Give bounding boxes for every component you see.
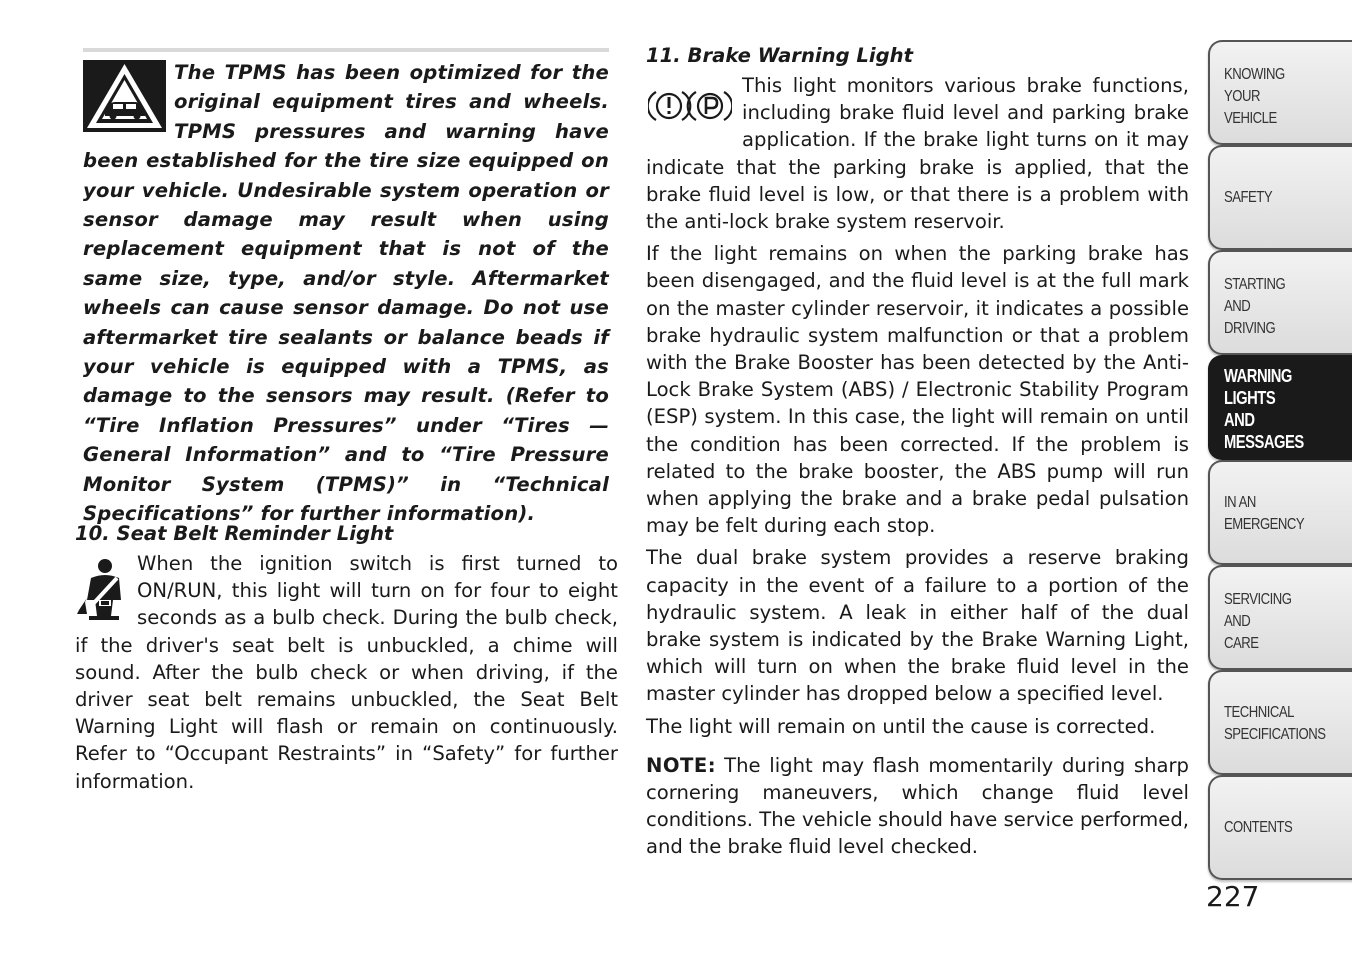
tpms-warning-text: The TPMS has been optimized for the original equipment tires and wheels. TPMS pressures and warning have been established for the tire size equipped on your vehicle. Undesirable system operation or sensor damage may result when using replacement equipment that is not of the same size, type, and/or style. Aftermarket wheels can cause sensor damage. Do not use aftermarket tire sealants or balance beads if your vehicle is equipped with a TPMS, as damage to the sensors may result. (Refer to “Tire Inflation Pressures” under “Tires — General Information” and to “Tire Pressure Monitor System (TPMS)” in “Technical Specifications” for further information). [83,61,609,526]
tab-label-line: YOUR [1224,88,1260,105]
tab-label-line: AND [1224,613,1251,630]
tab-label-line: IN AN [1224,494,1256,511]
tab-starting-and-driving[interactable] [1208,250,1352,355]
tab-label-line: MESSAGES [1224,432,1304,452]
tab-label-line: EMERGENCY [1224,516,1305,533]
tab-technical-specifications[interactable] [1208,670,1352,775]
tab-in-an-emergency[interactable] [1208,460,1352,565]
tab-label-line: KNOWING [1224,66,1285,83]
tab-label-line: VEHICLE [1224,110,1277,127]
tab-warning-lights-and-messages[interactable] [1208,355,1352,460]
section-10-title: 10. Seat Belt Reminder Light [75,522,394,545]
tab-label-line: CONTENTS [1224,819,1293,836]
section-10-paragraph: When the ignition switch is first turned to ON/RUN, this light will turn on for four to eight seconds as a bulb check. During the bulb check, if the driver's seat belt is unbuckled, a chime will sound. After the bulb check or when driving, if the driver seat belt remains unbuckled, the Seat Belt Warning Light will flash or remain on continuously. Refer to “Occupant Restraints” in “Safety” for further information. [75,552,618,793]
tab-knowing-your-vehicle[interactable] [1208,40,1352,145]
chapter-tabs [1208,40,1352,880]
tab-label-line: TECHNICAL [1224,704,1294,721]
section-brake-warning [646,42,1189,866]
warning-triangle-car-icon [83,60,166,132]
tab-label-line: AND [1224,410,1255,430]
section-11-title: 11. Brake Warning Light [646,44,913,67]
tab-label-line: AND [1224,298,1251,315]
tab-label-line: SPECIFICATIONS [1224,726,1326,743]
brake-warning-icon [648,86,732,126]
section-11-paragraph-2: If the light remains on when the parking brake has been disengaged, and the fluid level is at the full mark on the master cylinder reservoir, it indicates a possible brake hydraulic system malfunction or that a problem with the Brake Booster has been detected by the Anti-Lock Brake System (ABS) / Electronic Stability Program (ESP) system. In this case, the light will remain on until the condition has been corrected. If the problem is related to the brake booster, the ABS pump will run when applying the brake and a brake pedal pulsation may be felt during each stop. [646,242,1189,538]
note-text: The light may flash momentarily during sharp cornering maneuvers, which change fluid level conditions. The vehicle should have service performed, and the brake fluid level checked. [646,753,1189,859]
tpms-warning-box [83,48,609,529]
section-11-paragraph-3: The dual brake system provides a reserve braking capacity in the event of a failure to a portion of the hydraulic system. A leak in either half of the dual brake system is indicated by the Brake Warning Light, which will turn on when the brake fluid level in the master cylinder has dropped below a specified level. [646,546,1189,706]
tab-label-line: LIGHTS [1224,388,1276,408]
seat-belt-icon [75,558,131,622]
tab-label-line: STARTING [1224,276,1286,293]
tab-label-line: DRIVING [1224,320,1276,337]
section-11-paragraph-1: This light monitors various brake functions, including brake fluid level and parking brake application. If the brake light turns on it may indicate that the parking brake is applied, that the brake fluid level is low, or that there is a problem with the anti-lock brake system reservoir. [646,74,1189,234]
page-number: 227 [1206,880,1260,913]
tab-servicing-and-care[interactable] [1208,565,1352,670]
tab-safety[interactable] [1208,145,1352,250]
section-seat-belt-reminder [75,520,618,795]
tab-label-line: SAFETY [1224,189,1273,206]
tab-label-line: CARE [1224,635,1259,652]
section-11-paragraph-4: The light will remain on until the cause is corrected. [646,714,1156,738]
tab-label-line: WARNING [1224,366,1292,386]
warning-top-rule [83,48,609,52]
tab-contents[interactable] [1208,775,1352,880]
tab-label-line: SERVICING [1224,591,1292,608]
note-paragraph [646,752,1189,861]
note-label: NOTE: [646,753,717,777]
